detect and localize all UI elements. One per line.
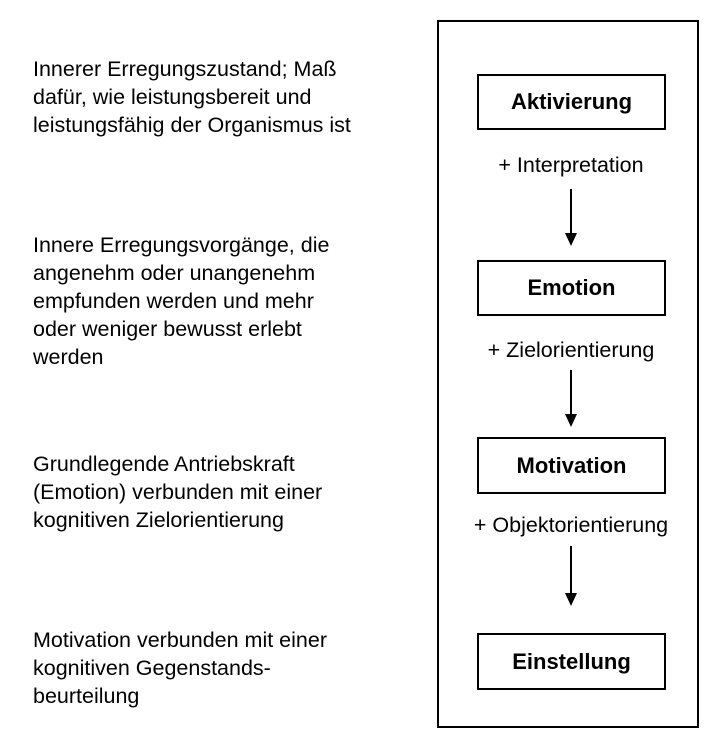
description-emotion: Innere Erregungsvorgänge, die angenehm oder unangenehm empfunden werden und mehr oder weniger bewusst erlebt werden xyxy=(33,233,330,369)
stage-box-motivation: Motivation xyxy=(477,437,666,494)
description-aktivierung: Innerer Erregungszustand; Maß dafür, wie leistungsbereit und leistungsfähig der Organismus ist xyxy=(33,57,351,137)
stage-box-einstellung: Einstellung xyxy=(477,633,666,690)
stage-box-emotion: Emotion xyxy=(477,260,666,316)
description-motivation: Grundlegende Antriebskraft (Emotion) verbunden mit einer kognitiven Zielorientierung xyxy=(33,452,323,532)
down-arrow-icon xyxy=(562,546,580,607)
description-einstellung: Motivation verbunden mit einer kognitiven Gegenstands- beurteilung xyxy=(33,628,327,708)
stage-box-aktivierung: Aktivierung xyxy=(477,74,666,130)
transition-label-interpretation: + Interpretation xyxy=(498,153,644,177)
transition-label-zielorientierung: + Zielorientierung xyxy=(487,338,655,362)
down-arrow-icon xyxy=(562,370,580,428)
down-arrow-icon xyxy=(562,189,580,247)
transition-label-objektorientierung: + Objektorientierung xyxy=(473,513,669,537)
